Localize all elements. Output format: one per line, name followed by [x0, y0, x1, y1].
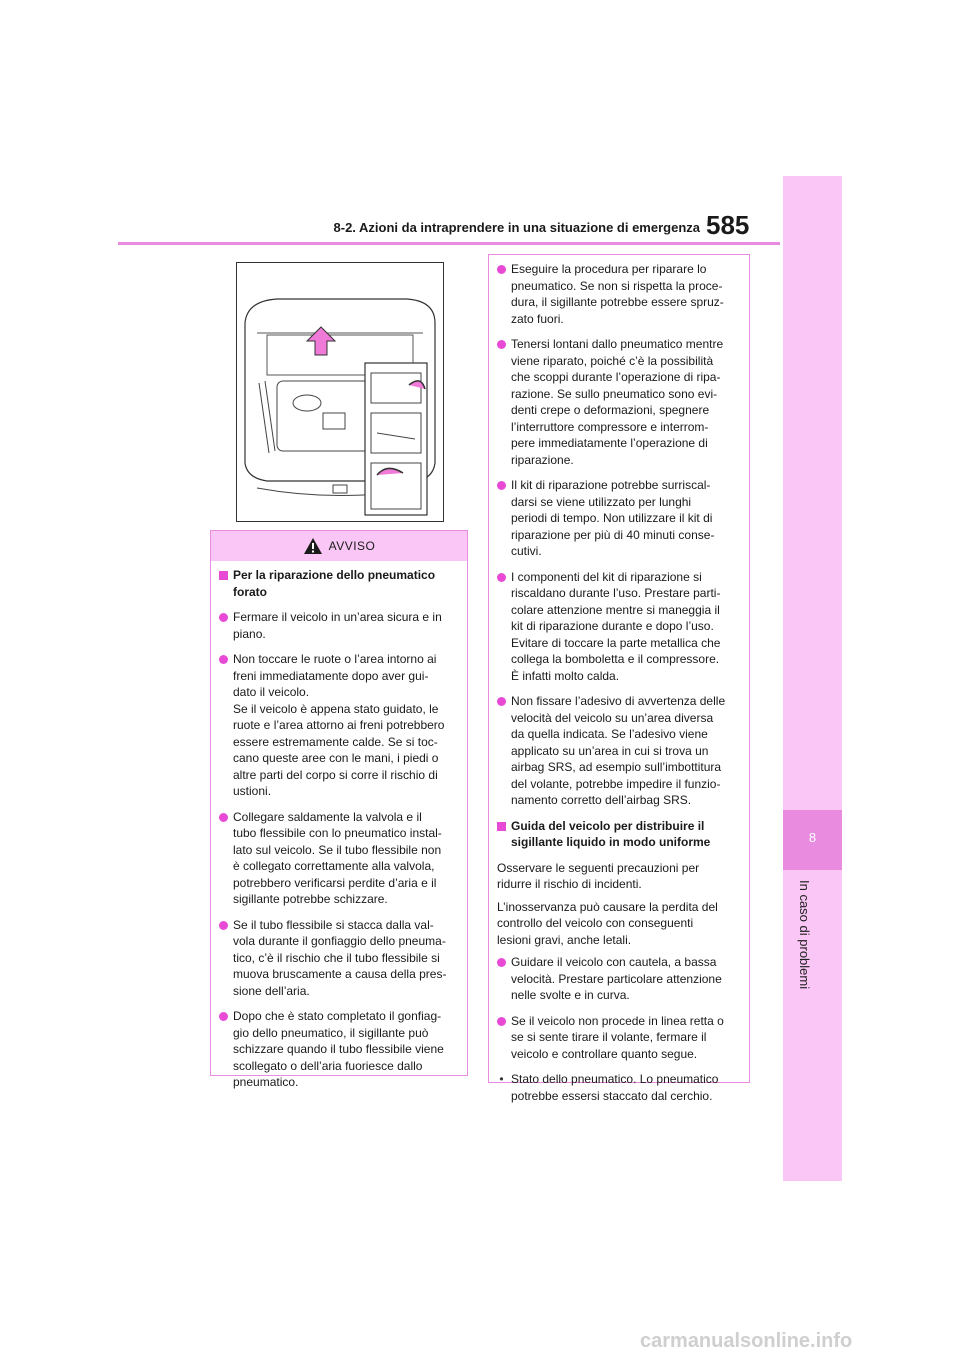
- list-item: Dopo che è stato completato il gonfiag- gio dello pneumatico, il sigillante può schizzare quando il tubo flessibile viene scollegato o dell’aria fuoriesce dallo pneumatico.: [219, 1008, 459, 1091]
- warning-header: [211, 531, 467, 561]
- list-item: I componenti del kit di riparazione si riscaldano durante l’uso. Prestare parti- colare attenzione mentre si maneggia il kit di riparazione durante e dopo l’uso. Evitare di toccare la parte metallica che collega la bomboletta e il compressore. È infatti molto calda.: [497, 569, 741, 685]
- watermark: carmanualsonline.info: [640, 1330, 853, 1352]
- dot-bullet-icon: [219, 921, 228, 930]
- warning-body: [211, 561, 467, 1091]
- trunk-illustration: [236, 262, 444, 522]
- small-bullet: •: [499, 1072, 504, 1086]
- chapter-name: In caso di problemi: [797, 880, 812, 990]
- list-item: Fermare il veicolo in un’area sicura e in piano.: [219, 609, 459, 642]
- section-title: 8-2. Azioni da intraprendere in una situazione di emergenza: [333, 220, 700, 235]
- dot-bullet-icon: [219, 655, 228, 664]
- list-item: Guidare il veicolo con cautela, a bassa velocità. Prestare particolare attenzione nelle svolte e in curva.: [497, 954, 741, 1004]
- dot-bullet-icon: [497, 265, 506, 274]
- dot-bullet-icon: [219, 1012, 228, 1021]
- dot-bullet-icon: [219, 613, 228, 622]
- chapter-number: 8: [808, 830, 817, 845]
- list-item: Se il veicolo non procede in linea retta o se si sente tirare il volante, fermare il veicolo e controllare quanto segue.: [497, 1013, 741, 1063]
- list-item: Collegare saldamente la valvola e il tubo flessibile con lo pneumatico instal- lato sul veicolo. Se il tubo flessibile non è collegato correttamente alla valvola, potrebbero verificarsi perdite d’aria e il sigillante potrebbe schizzare.: [219, 809, 459, 908]
- trunk-drawing: [237, 263, 443, 521]
- paragraph: L’inosservanza può causare la perdita del controllo del veicolo con conseguenti lesioni gravi, anche letali.: [497, 899, 718, 947]
- list-item: Il kit di riparazione potrebbe surriscal- darsi se viene utilizzato per lunghi periodi di tempo. Non utilizzare il kit di riparazione per più di 40 minuti conse- cutivi.: [497, 477, 741, 560]
- warning-heading: Per la riparazione dello pneumatico forato: [219, 567, 459, 600]
- warning-triangle-icon: [303, 537, 323, 555]
- dot-bullet-icon: [219, 813, 228, 822]
- list-item: Eseguire la procedura per riparare lo pneumatico. Se non si rispetta la proce- dura, il sigillante potrebbe essere spruz- zato fuori.: [497, 261, 741, 327]
- list-item: Non toccare le ruote o l’area intorno ai freni immediatamente dopo aver gui- dato il veicolo. Se il veicolo è appena stato guidato, le ruote e l’area attorno ai freni potrebbero essere estremamente calde. Se si toc- cano queste aree con le mani, i piedi o altre parti del corpo si corre il rischio di ustioni.: [219, 651, 459, 800]
- square-bullet-icon: [497, 822, 506, 831]
- dot-bullet-icon: [497, 340, 506, 349]
- warning-continued-body: [489, 255, 749, 1104]
- chapter-side-tab: [783, 176, 842, 1181]
- warning-continued-box: [488, 254, 750, 1103]
- dot-bullet-icon: [497, 1017, 506, 1026]
- warning-box: [210, 530, 468, 1089]
- dot-bullet-icon: [497, 697, 506, 706]
- paragraph: Osservare le seguenti precauzioni per ridurre il rischio di incidenti.: [497, 860, 700, 891]
- list-item: Non fissare l’adesivo di avvertenza delle velocità del veicolo su un’area diversa da quella indicata. Se l’adesivo viene applicato su un’area in cui si trova un airbag SRS, ad esempio sull’imbottitura del volante, potrebbe impedire il funzio- namento corretto dell’airbag SRS.: [497, 693, 741, 809]
- list-item: Se il tubo flessibile si stacca dalla val- vola durante il gonfiaggio dello pneuma- tico, c’è il rischio che il tubo flessibile si muova bruscamente a causa della pres- sione dell’aria.: [219, 917, 459, 1000]
- dot-bullet-icon: [497, 481, 506, 490]
- warning-title: AVVISO: [328, 539, 376, 553]
- header-rule: [118, 242, 780, 245]
- page-number: 585: [706, 210, 750, 240]
- sub-list-item: • Stato dello pneumatico. Lo pneumatico potrebbe essersi staccato dal cerchio.: [497, 1071, 741, 1104]
- list-item: Tenersi lontani dallo pneumatico mentre viene riparato, poiché c’è la possibilità che scoppi durante l’operazione di ripa- razione. Se sullo pneumatico sono evi- denti crepe o deformazioni, spegnere l’interruttore compressore e interrom- pere immediatamente l’operazione di riparazione.: [497, 336, 741, 468]
- section-heading: Guida del veicolo per distribuire il sigillante liquido in modo uniforme: [497, 818, 741, 851]
- square-bullet-icon: [219, 571, 228, 580]
- dot-bullet-icon: [497, 958, 506, 967]
- dot-bullet-icon: [497, 573, 506, 582]
